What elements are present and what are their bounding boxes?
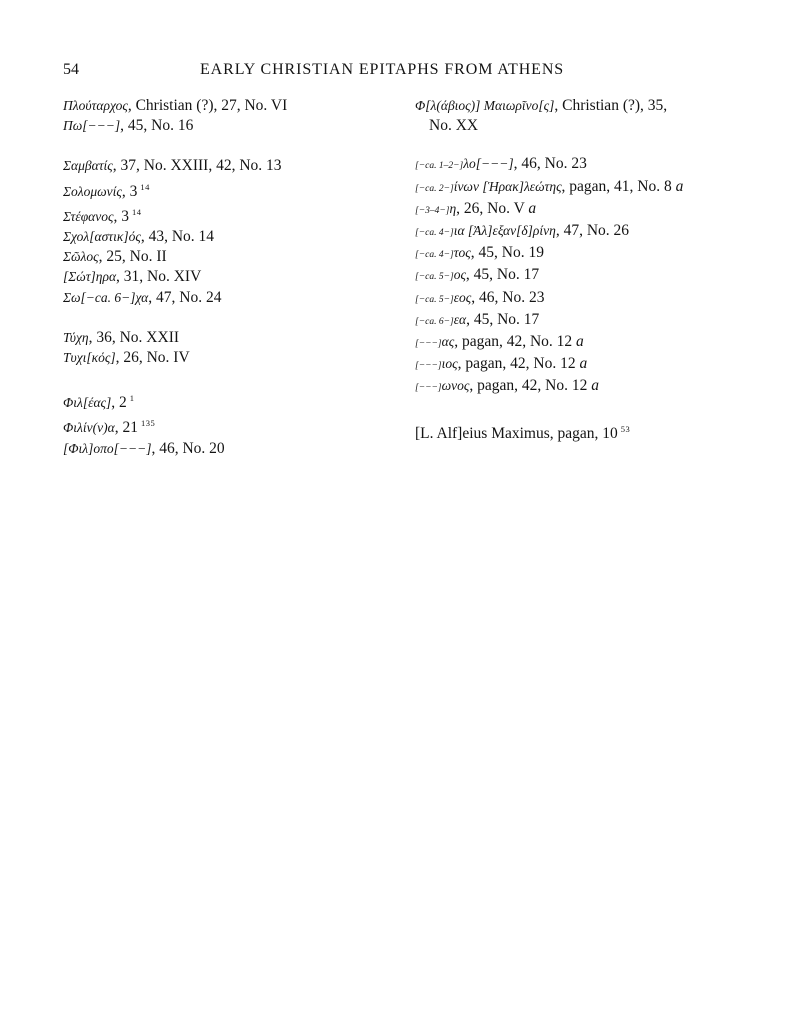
entry-ref: , 47, No. 26	[555, 222, 630, 240]
index-entry	[415, 96, 775, 116]
entry-name: ωνος	[441, 378, 470, 394]
entry-ref: , 46, No. 20	[151, 439, 225, 457]
entry-ref: , 45, No. 19	[470, 244, 544, 262]
entry-ref: , 25, No. II	[98, 248, 167, 266]
lacuna-mark: [−3–4−]	[415, 205, 450, 216]
entry-ref: , 36, No. XXII	[88, 328, 180, 346]
entry-ref: , 3	[121, 182, 138, 200]
entry-ref: , Christian (?), 35,	[554, 97, 668, 114]
entry-name: [Σώτ]ηρα	[63, 269, 117, 285]
running-title: EARLY CHRISTIAN EPITAPHS FROM ATHENS	[200, 61, 565, 78]
index-entry	[63, 413, 383, 438]
index-column-right	[415, 96, 775, 444]
entry-name: εος	[453, 289, 472, 305]
entry-name: Φιλίν(ν)α	[63, 420, 115, 436]
entry-name: ιος	[441, 356, 458, 372]
entry-name: Φιλ[έας]	[63, 395, 112, 411]
entry-ref: , 46, No. 23	[513, 155, 587, 173]
entry-name: Τύχη	[63, 329, 89, 345]
entry-name: λο[−−−]	[463, 156, 514, 172]
entry-ref: , 21	[114, 419, 138, 437]
index-entry	[415, 419, 775, 444]
entry-name: ίνων [Ἡρακ]λεώτης	[453, 178, 562, 194]
lacuna-mark: [−ca. 5−]	[415, 272, 454, 283]
index-entry	[63, 227, 383, 247]
page-number: 54	[63, 61, 79, 78]
index-entry	[415, 376, 775, 398]
entry-ref: , 47, No. 24	[148, 288, 222, 306]
index-entry	[415, 288, 775, 310]
index-entry	[63, 288, 383, 308]
index-entry	[63, 439, 383, 459]
index-entry	[63, 348, 383, 368]
entry-ref: , 45, No. 17	[466, 310, 540, 328]
index-entry	[415, 199, 775, 221]
entry-name: Στέφανος	[63, 208, 114, 224]
lacuna-mark: [−ca. 4−]	[415, 250, 454, 261]
entry-suffix: a	[528, 199, 537, 217]
entry-name: Τυχι[κός]	[63, 350, 116, 366]
entry-ref: , Christian (?), 27, No. VI	[127, 97, 288, 114]
index-entry	[63, 177, 383, 202]
footnote-ref: 135	[140, 418, 156, 429]
entry-ref: , 37, No. XXIII, 42, No. 13	[112, 157, 282, 175]
entry-name: ος	[453, 267, 466, 283]
index-entry	[415, 177, 775, 199]
entry-name: ας	[441, 334, 455, 350]
entry-ref: , pagan, 42, No. 12	[469, 377, 588, 395]
index-entry	[63, 96, 383, 116]
index-entry	[63, 388, 383, 413]
entry-ref: , 26, No. IV	[115, 349, 190, 367]
entry-name: εα	[453, 311, 467, 327]
index-entry	[415, 243, 775, 265]
entry-name: Πλούταρχος	[63, 98, 128, 113]
index-entry	[63, 116, 383, 136]
entry-suffix: a	[579, 355, 588, 373]
footnote-ref: 14	[140, 181, 150, 192]
entry-ref: , pagan, 42, No. 12	[454, 333, 573, 351]
entry-text: [L. Alf]eius Maximus, pagan, 10	[415, 424, 618, 442]
lacuna-mark: [−−−]	[415, 383, 442, 394]
index-entry-continuation: No. XX	[429, 117, 479, 135]
index-entry	[415, 154, 775, 176]
entry-name: Πω[−−−]	[63, 118, 121, 134]
entry-ref: , 46, No. 23	[471, 288, 545, 306]
entry-suffix: a	[591, 377, 599, 395]
entry-ref: , 3	[113, 207, 129, 225]
entry-ref: , 26, No. V	[456, 199, 525, 217]
entry-name: τος	[453, 245, 471, 261]
index-entry	[63, 202, 383, 227]
entry-suffix: a	[675, 177, 684, 195]
index-entry	[415, 310, 775, 332]
lacuna-mark: [−ca. 4−]	[415, 228, 454, 239]
entry-name: η	[449, 200, 457, 216]
entry-ref: , pagan, 41, No. 8	[561, 177, 672, 195]
index-entry	[63, 156, 383, 176]
entry-suffix: a	[576, 333, 584, 351]
entry-name: Σολομωνίς	[63, 183, 122, 199]
entry-ref: , pagan, 42, No. 12	[457, 355, 576, 373]
lacuna-mark: [−ca. 2−]	[415, 183, 454, 194]
entry-name: ια [Ἀλ]εξαν[δ]ρίνη	[453, 223, 556, 239]
index-entry	[63, 328, 383, 348]
footnote-ref: 14	[132, 206, 142, 217]
index-entry	[415, 265, 775, 287]
index-entry	[63, 267, 383, 287]
entry-name: Σω[−ca. 6−]χα	[63, 289, 149, 305]
entry-ref: , 45, No. 16	[120, 117, 194, 135]
lacuna-mark: [−ca. 6−]	[415, 316, 454, 327]
index-entry	[415, 221, 775, 243]
index-entry	[63, 247, 383, 267]
index-column-left	[63, 96, 383, 459]
lacuna-mark: [−−−]	[415, 361, 442, 372]
index-entry	[415, 332, 775, 354]
lacuna-mark: [−−−]	[415, 339, 442, 350]
entry-ref: , 31, No. XIV	[116, 268, 202, 286]
index-entry	[415, 354, 775, 376]
lacuna-mark: [−ca. 1–2−]	[415, 161, 464, 172]
footnote-ref: 53	[620, 423, 631, 434]
entry-name: Σῶλος	[63, 249, 99, 265]
lacuna-mark: [−ca. 5−]	[415, 294, 454, 305]
entry-name: [Φιλ]οπο[−−−]	[63, 440, 152, 456]
entry-ref: , 45, No. 17	[465, 266, 540, 284]
entry-ref: , 2	[111, 394, 127, 412]
entry-name: Σχολ[αστικ]ός	[63, 229, 141, 245]
entry-name: Σαμβατίς	[63, 158, 113, 174]
entry-name: Φ[λ(άβιος)] Μαιωρῖνο[ς]	[415, 98, 555, 113]
footnote-ref: 1	[129, 393, 135, 404]
entry-ref: , 43, No. 14	[140, 228, 215, 246]
